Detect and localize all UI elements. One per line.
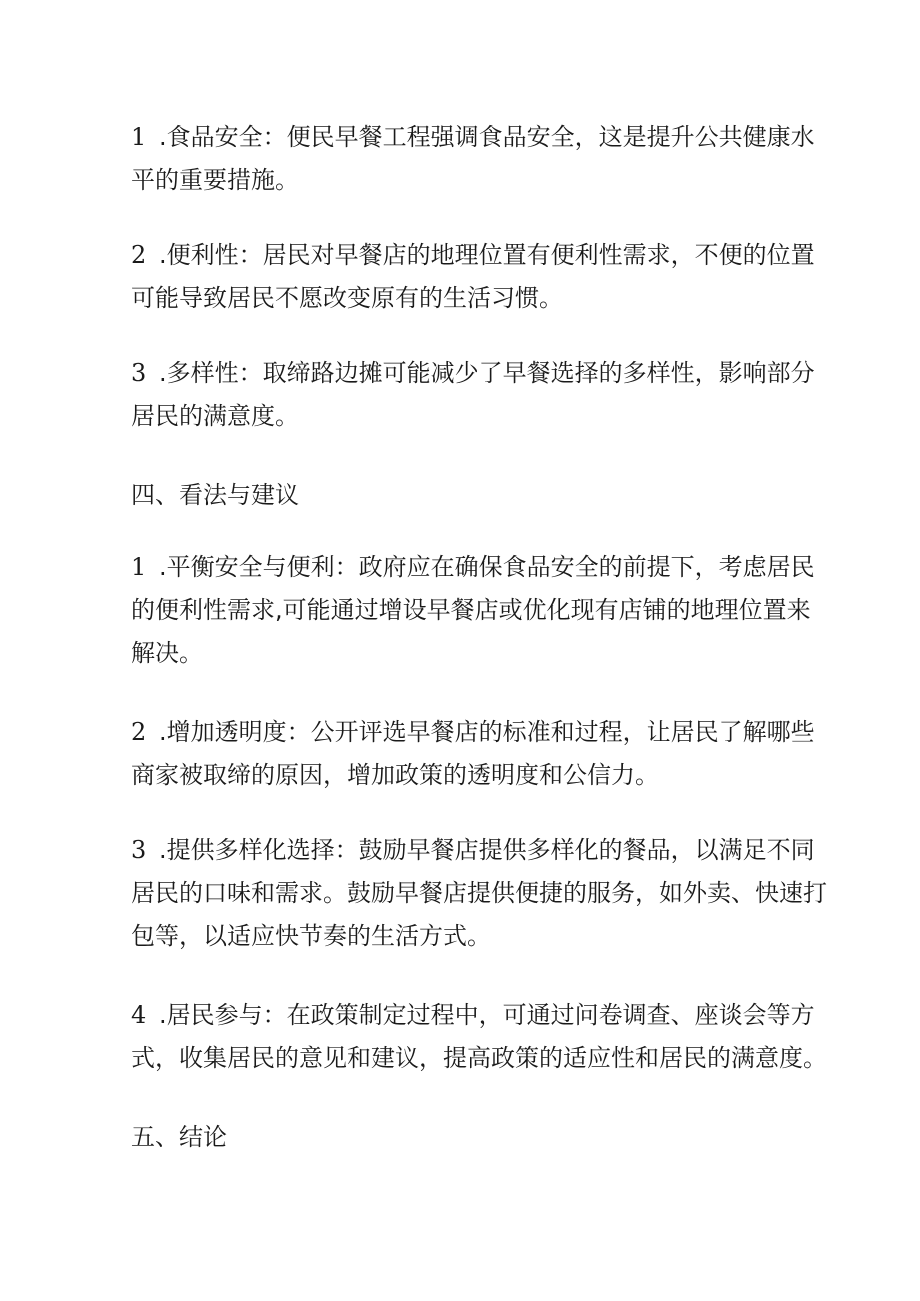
paragraph-line [131, 352, 815, 395]
list-item [131, 546, 815, 675]
item-number: 2 [131, 241, 147, 269]
paragraph-line: 式，收集居民的意见和建议，提高政策的适应性和居民的满意度。 [131, 1044, 827, 1072]
paragraph-line [131, 546, 815, 589]
paragraph-line: 商家被取缔的原因，增加政策的透明度和公信力。 [131, 761, 659, 789]
paragraph-text: .提供多样化选择：鼓励早餐店提供多样化的餐品，以满足不同 [159, 836, 815, 864]
item-number: 1 [131, 553, 147, 581]
paragraph-text: .增加透明度：公开评选早餐店的标准和过程，让居民了解哪些 [159, 718, 815, 746]
paragraph-line: 解决。 [131, 639, 203, 667]
list-item [131, 352, 815, 438]
paragraph-line [131, 116, 815, 159]
item-number: 3 [131, 836, 147, 864]
paragraph-text: .食品安全：便民早餐工程强调食品安全，这是提升公共健康水 [159, 123, 815, 151]
paragraph-line [131, 711, 815, 754]
paragraph-text: .便利性：居民对早餐店的地理位置有便利性需求，不便的位置 [159, 241, 815, 269]
list-item [131, 234, 815, 320]
paragraph-line: 居民的满意度。 [131, 402, 299, 430]
item-number: 4 [131, 1001, 147, 1029]
item-number: 3 [131, 359, 147, 387]
section-heading: 五、结论 [131, 1123, 227, 1151]
list-item [131, 116, 815, 202]
paragraph-line [131, 829, 815, 872]
list-item [131, 994, 827, 1080]
paragraph-line: 平的重要措施。 [131, 166, 299, 194]
paragraph-line [131, 994, 815, 1037]
paragraph-line: 包等，以适应快节奏的生活方式。 [131, 922, 491, 950]
paragraph-line: 的便利性需求,可能通过增设早餐店或优化现有店铺的地理位置来 [131, 596, 811, 624]
list-item [131, 711, 815, 797]
paragraph-text: .平衡安全与便利：政府应在确保食品安全的前提下，考虑居民 [159, 553, 815, 581]
paragraph-line: 居民的口味和需求。鼓励早餐店提供便捷的服务，如外卖、快速打 [131, 879, 827, 907]
paragraph-text: .多样性：取缔路边摊可能减少了早餐选择的多样性，影响部分 [159, 359, 815, 387]
item-number: 2 [131, 718, 147, 746]
paragraph-line: 可能导致居民不愿改变原有的生活习惯。 [131, 284, 563, 312]
section-heading: 四、看法与建议 [131, 481, 299, 509]
paragraph-line [131, 234, 815, 277]
paragraph-text: .居民参与：在政策制定过程中，可通过问卷调查、座谈会等方 [159, 1001, 815, 1029]
item-number: 1 [131, 123, 147, 151]
list-item [131, 829, 827, 958]
